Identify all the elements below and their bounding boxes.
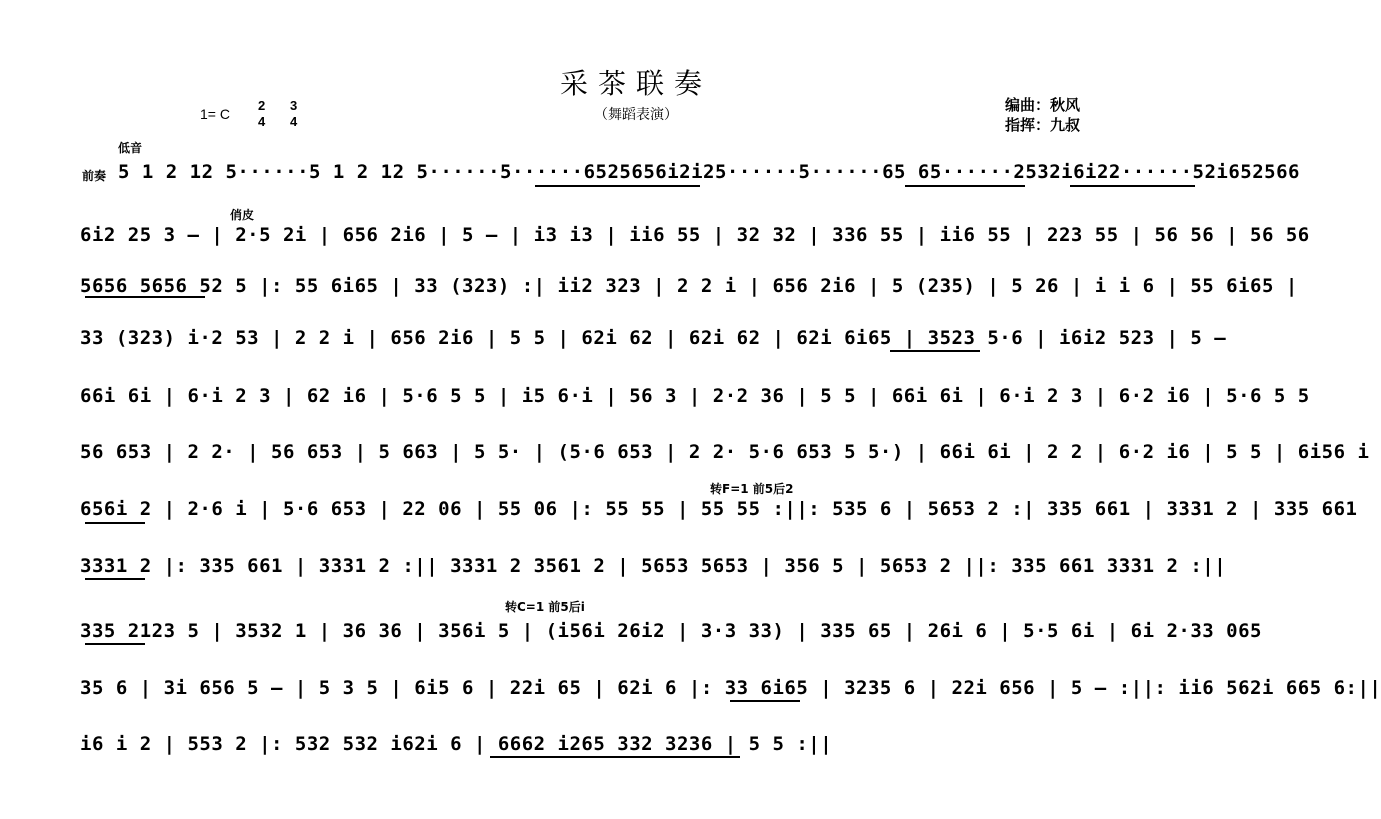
beam-line xyxy=(730,700,800,702)
score-line-5: 66i 6i | 6·i 2 3 | 62 i6 | 5·6 5 5 | i5 6·i | 56 3 | 2·2 36 | 5 5 | 66i 6i | 6·i 2 3 | 6·2 i6 | 5·6 5 5 xyxy=(80,385,1310,407)
score-line-9: 335 2123 5 | 3532 1 | 36 36 | 356i 5 | (i56i 26i2 | 3·3 33) | 335 65 | 26i 6 | 5·5 6i | 6i 2·33 065 xyxy=(80,620,1262,642)
meter-denominator: 4 xyxy=(290,114,298,129)
low-register-label: 低音 xyxy=(118,141,143,155)
conductor-credit: 指挥：九叔 xyxy=(1005,116,1081,134)
meter-numerator: 3 xyxy=(290,98,298,113)
beam-line xyxy=(85,522,145,524)
prelude-label: 前奏 xyxy=(82,169,107,183)
score-line-1: 5 1 2 12 5······5 1 2 12 5······5······6525656i2i25······5······65 65······2532i6i22······52i652566 xyxy=(118,161,1300,183)
score-line-11: i6 i 2 | 553 2 |: 532 532 i62i 6 | 6662 i265 332 3236 | 5 5 :|| xyxy=(80,733,833,755)
beam-line xyxy=(1070,185,1195,187)
score-line-7: 656i 2 | 2·6 i | 5·6 653 | 22 06 | 55 06 |: 55 55 | 55 55 :||: 535 6 | 5653 2 :| 335 661 | 3331 2 | 335 661 xyxy=(80,498,1358,520)
score-title: 采茶联奏 xyxy=(559,67,712,100)
beam-line xyxy=(85,296,205,298)
score-line-3: 5656 5656 52 5 |: 55 6i65 | 33 (323) :| ii2 323 | 2 2 i | 656 2i6 | 5 (235) | 5 26 | i i 6 | 55 6i65 | xyxy=(80,275,1298,297)
score-line-10: 35 6 | 3i 656 5 – | 5 3 5 | 6i5 6 | 22i 65 | 62i 6 |: 33 6i65 | 3235 6 | 22i 656 | 5 – :||: ii6 562i 665 6:|| xyxy=(80,677,1381,699)
beam-line xyxy=(905,185,1025,187)
beam-line xyxy=(490,756,740,758)
score-line-6: 56 653 | 2 2· | 56 653 | 5 663 | 5 5· | (5·6 653 | 2 2· 5·6 653 5 5·) | 66i 6i | 2 2 | 6·2 i6 | 5 5 | 6i56 i xyxy=(80,441,1370,463)
modulation-c: 转C=1 前5后i xyxy=(505,600,585,614)
lively-label: 俏皮 xyxy=(230,208,255,222)
beam-line xyxy=(535,185,700,187)
meter-numerator: 2 xyxy=(258,98,266,113)
key-signature: 1= C xyxy=(200,106,230,122)
score-line-8: 3331 2 |: 335 661 | 3331 2 :|| 3331 2 3561 2 | 5653 5653 | 356 5 | 5653 2 ||: 335 661 3331 2 :|| xyxy=(80,555,1227,577)
beam-line xyxy=(85,643,145,645)
score-line-2: 6i2 25 3 – | 2·5 2i | 656 2i6 | 5 – | i3 i3 | ii6 55 | 32 32 | 336 55 | ii6 55 | 223 55 | 56 56 | 56 56 xyxy=(80,224,1310,246)
time-signature-2-4 xyxy=(258,98,265,130)
time-signature-3-4 xyxy=(290,98,297,130)
score-line-4: 33 (323) i·2 53 | 2 2 i | 656 2i6 | 5 5 | 62i 62 | 62i 62 | 62i 6i65 | 3523 5·6 | i6i2 523 | 5 – xyxy=(80,327,1227,349)
beam-line xyxy=(890,350,980,352)
beam-line xyxy=(85,578,145,580)
arranger-credit: 编曲：秋风 xyxy=(1005,96,1081,114)
meter-denominator: 4 xyxy=(258,114,266,129)
modulation-f: 转F=1 前5后2 xyxy=(710,482,794,496)
score-subtitle: （舞蹈表演） xyxy=(594,107,678,123)
